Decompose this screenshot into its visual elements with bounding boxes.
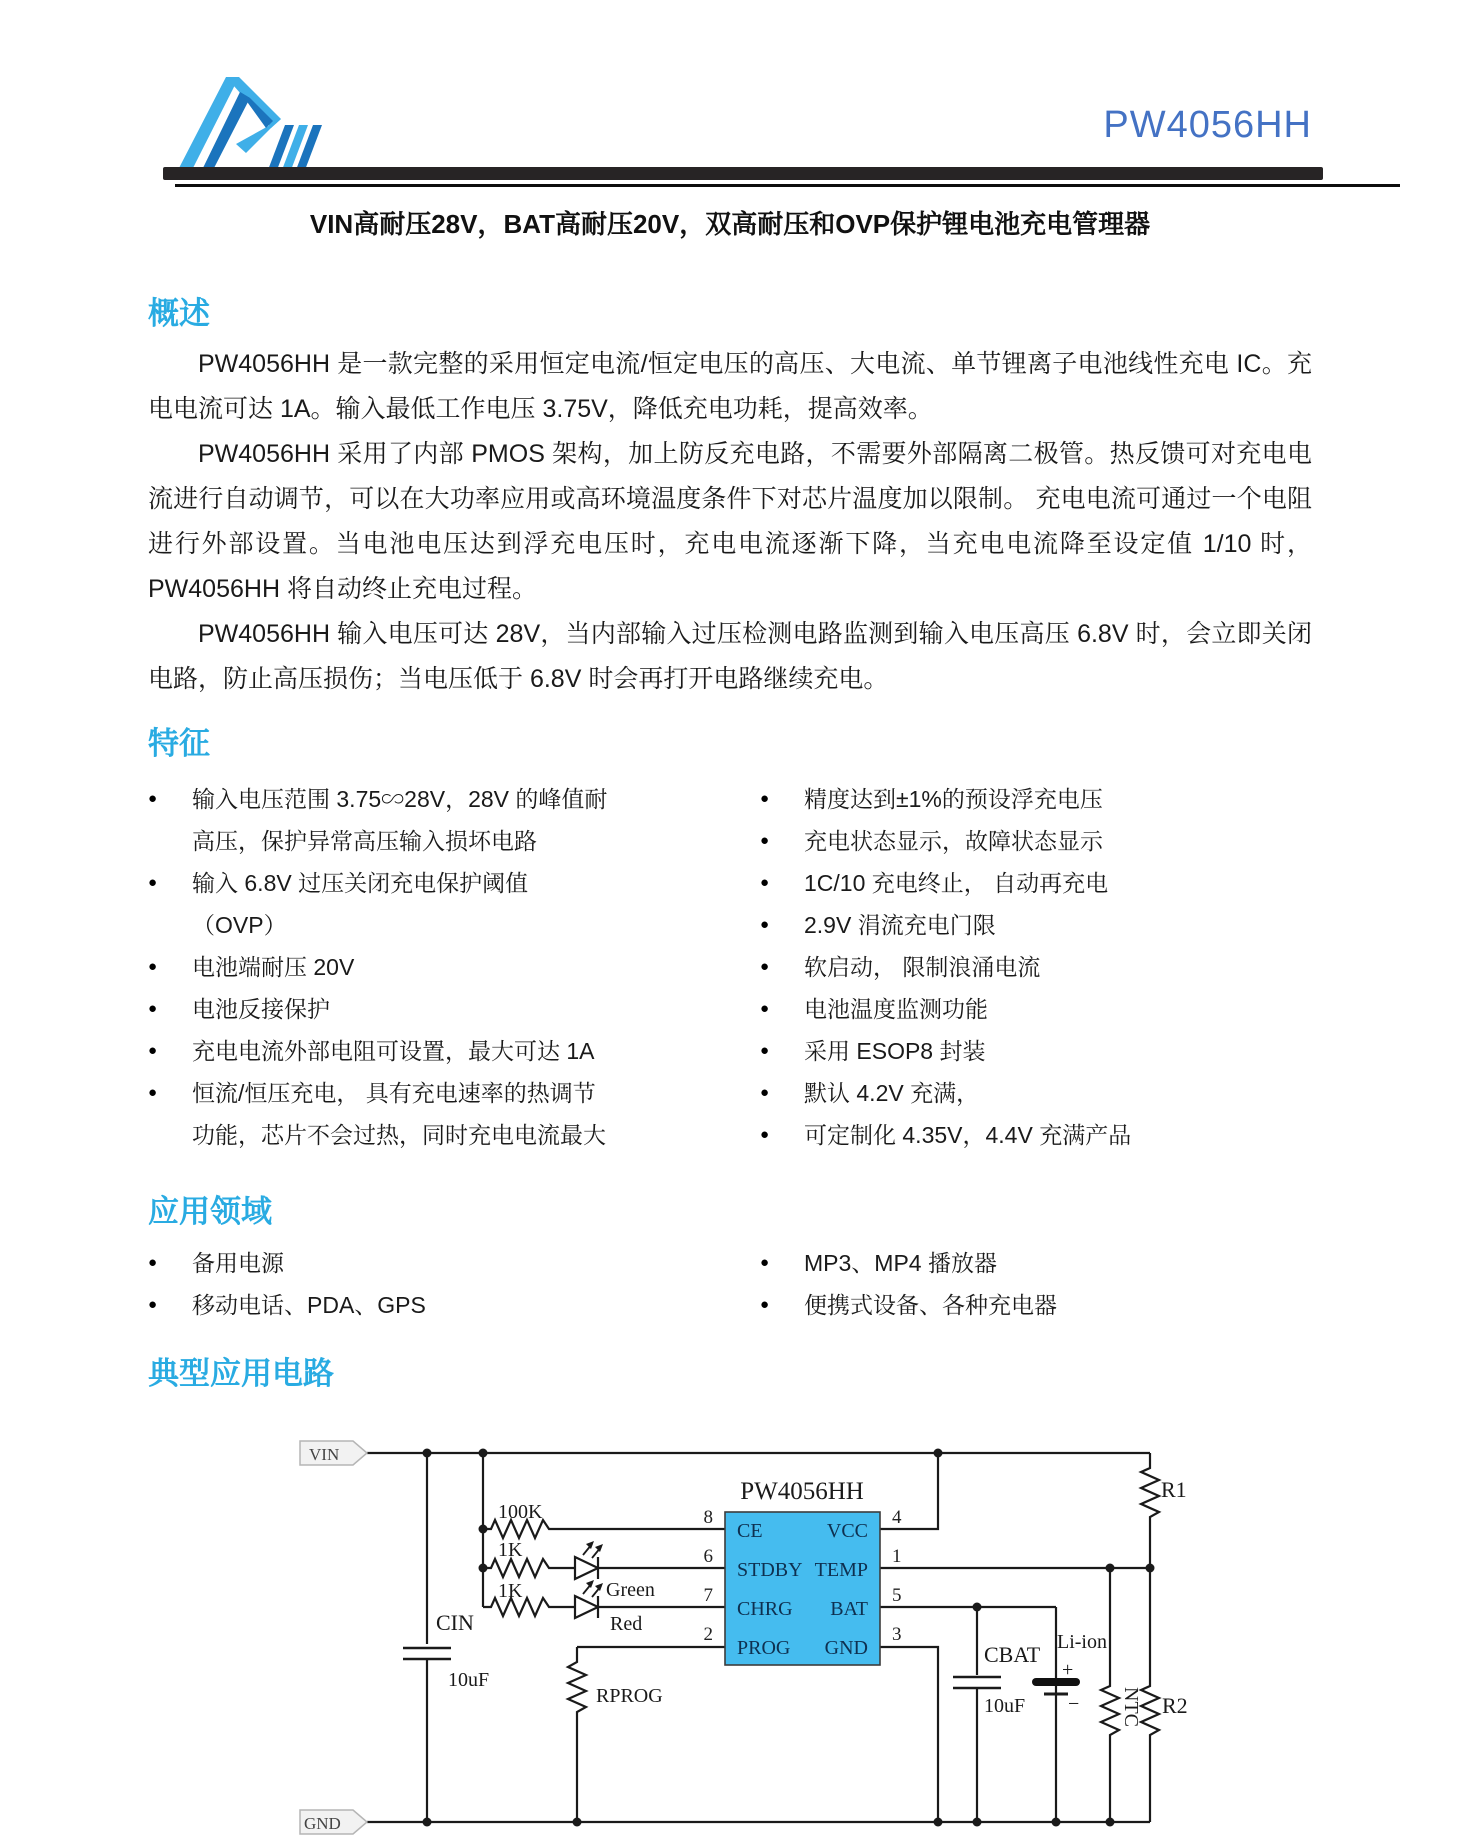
feature-item (760, 862, 1318, 904)
cbat-label: CBAT (984, 1642, 1041, 1667)
feature-item (760, 1114, 1318, 1156)
cin-value-label: 10uF (448, 1669, 490, 1691)
pin-6-number: 6 (703, 1546, 713, 1567)
features-section (148, 778, 1318, 1156)
pin-chrg-label: CHRG (737, 1598, 793, 1620)
feature-item (760, 946, 1318, 988)
r-1k-red-label: 1K (498, 1580, 523, 1602)
feature-item (148, 988, 760, 1030)
battery-minus-label: − (1068, 1693, 1080, 1715)
feature-item (148, 1072, 760, 1156)
features-right-column (760, 778, 1318, 1156)
overview-paragraph-3: PW4056HH 输入电压可达 28V，当内部输入过压检测电路监测到输入电压高压 6.8V 时，会立即关闭电路，防止高压损伤；当电压低于 6.8V 时会再打开电路继续充电。 (148, 620, 1312, 693)
overview-paragraph-2: PW4056HH 采用了内部 PMOS 架构，加上防反充电路，不需要外部隔离二极管。热反馈可对充电电流进行自动调节，可以在大功率应用或高环境温度条件下对芯片温度加以限制。 充电电流可通过一个电阻进行外部设置。当电池电压达到浮充电压时，充电电流逐渐下降，当充电电流降至设定值 1/10 时，PW4056HH 将自动终止充电过程。 (148, 440, 1312, 603)
application-item (148, 1242, 760, 1284)
rprog-resistor-icon (568, 1647, 586, 1822)
feature-line: 功能，芯片不会过热，同时充电电流最大 (192, 1122, 606, 1148)
feature-item (760, 1072, 1318, 1114)
bullet-icon: ● (760, 1254, 770, 1271)
ntc-resistor-icon (1101, 1568, 1119, 1822)
pin-stdby-label: STDBY (737, 1559, 803, 1581)
pin-temp-label: TEMP (814, 1559, 868, 1581)
feature-line: 软启动， 限制浪涌电流 (804, 954, 1041, 980)
bullet-icon: ● (148, 1254, 158, 1271)
feature-line: 2.9V 涓流充电门限 (804, 912, 996, 938)
overview-heading: 概述 (148, 296, 210, 331)
bullet-icon: ● (760, 832, 770, 849)
application-line: 移动电话、PDA、GPS (192, 1292, 426, 1318)
feature-line: 可定制化 4.35V，4.4V 充满产品 (804, 1122, 1132, 1148)
feature-line: 默认 4.2V 充满， (804, 1080, 980, 1106)
pin-bat-label: BAT (830, 1598, 868, 1620)
pin-ce-label: CE (737, 1520, 763, 1542)
bullet-icon: ● (148, 1000, 158, 1017)
pin-3-number: 3 (892, 1624, 902, 1645)
feature-line: 精度达到±1%的预设浮充电压 (804, 786, 1103, 812)
pin-gnd-label: GND (824, 1637, 868, 1659)
feature-line: （OVP） (192, 912, 287, 938)
bullet-icon: ● (148, 874, 158, 891)
applications-right-column (760, 1242, 1318, 1326)
feature-line: 输入电压范围 3.75∽28V，28V 的峰值耐 (192, 786, 608, 812)
applications-left-column (148, 1242, 760, 1326)
feature-item (148, 1030, 760, 1072)
bullet-icon: ● (760, 1042, 770, 1059)
bullet-icon: ● (148, 1042, 158, 1059)
bullet-icon: ● (760, 1000, 770, 1017)
chip-title: PW4056HH (740, 1478, 864, 1505)
cbat-capacitor-icon (953, 1677, 1001, 1688)
pin-8-number: 8 (703, 1507, 713, 1528)
feature-line: 恒流/恒压充电， 具有充电速率的热调节 (192, 1080, 596, 1106)
gnd-label: GND (304, 1814, 341, 1833)
cbat-value-label: 10uF (984, 1695, 1026, 1717)
overview-paragraph-1: PW4056HH 是一款完整的采用恒定电流/恒定电压的高压、大电流、单节锂离子电池线性充电 IC。充电电流可达 1A。输入最低工作电压 3.75V，降低充电功耗，提高效率。 (148, 350, 1312, 423)
circuit-heading: 典型应用电路 (148, 1356, 334, 1391)
feature-line: 充电状态显示，故障状态显示 (804, 828, 1103, 854)
company-logo-icon (178, 70, 323, 170)
ic-chip (704, 1478, 903, 1665)
pin-4-number: 4 (892, 1507, 902, 1528)
pin-vcc-label: VCC (826, 1520, 868, 1542)
application-line: 便携式设备、各种充电器 (804, 1292, 1057, 1318)
feature-item (760, 1030, 1318, 1072)
header-rule (175, 184, 1400, 187)
bullet-icon: ● (760, 1126, 770, 1143)
features-heading: 特征 (148, 726, 210, 761)
battery-plus-label: + (1062, 1659, 1074, 1681)
vcc-wire (880, 1453, 938, 1529)
feature-item (760, 778, 1318, 820)
application-item (760, 1284, 1318, 1326)
resistor-1k-green-icon (483, 1559, 575, 1577)
vin-tag (300, 1441, 367, 1465)
r-1k-green-label: 1K (498, 1539, 523, 1561)
application-line: 备用电源 (192, 1250, 284, 1276)
feature-line: 采用 ESOP8 封装 (804, 1038, 986, 1064)
bullet-icon: ● (148, 1296, 158, 1313)
applications-heading: 应用领域 (148, 1194, 272, 1229)
feature-line: 输入 6.8V 过压关闭充电保护阈值 (192, 870, 529, 896)
bullet-icon: ● (760, 1084, 770, 1101)
bullet-icon: ● (148, 1084, 158, 1101)
green-led-label: Green (606, 1579, 655, 1601)
feature-line: 1C/10 充电终止， 自动再充电 (804, 870, 1109, 896)
feature-line: 电池反接保护 (192, 996, 330, 1022)
features-left-column (148, 778, 760, 1156)
application-circuit-diagram (290, 1420, 1210, 1841)
bullet-icon: ● (148, 958, 158, 975)
r2-resistor-icon (1141, 1568, 1159, 1822)
r-100k-label: 100K (498, 1501, 543, 1523)
r1-resistor-icon (1141, 1453, 1159, 1568)
bullet-icon: ● (760, 1296, 770, 1313)
pin-2-number: 2 (703, 1624, 713, 1645)
pin-prog-label: PROG (737, 1637, 791, 1659)
vin-label: VIN (309, 1445, 340, 1464)
cin-label: CIN (436, 1610, 474, 1635)
feature-line: 高压，保护异常高压输入损坏电路 (192, 828, 537, 854)
gnd-pin-wire (880, 1647, 938, 1822)
r2-label: R2 (1162, 1693, 1188, 1718)
rprog-label: RPROG (596, 1685, 663, 1707)
pin-7-number: 7 (703, 1585, 713, 1606)
overview-section (148, 342, 1312, 702)
bullet-icon: ● (760, 916, 770, 933)
part-number: PW4056HH (1103, 104, 1312, 146)
led-red-icon (575, 1583, 601, 1618)
cin-capacitor-icon (403, 1648, 451, 1659)
feature-item (148, 946, 760, 988)
feature-item (148, 778, 760, 862)
feature-line: 电池端耐压 20V (192, 954, 355, 980)
application-item (760, 1242, 1318, 1284)
doc-title: VIN高耐压28V，BAT高耐压20V，双高耐压和OVP保护锂电池充电管理器 (309, 209, 1151, 239)
battery-label: Li-ion (1057, 1631, 1107, 1653)
resistor-1k-red-icon (483, 1598, 575, 1616)
red-led-label: Red (610, 1613, 643, 1635)
r1-label: R1 (1161, 1477, 1187, 1502)
feature-item (760, 820, 1318, 862)
bullet-icon: ● (760, 790, 770, 807)
bullet-icon: ● (148, 790, 158, 807)
applications-section (148, 1242, 1318, 1326)
ntc-label: NTC (1120, 1687, 1142, 1727)
feature-item (148, 862, 760, 946)
application-item (148, 1284, 760, 1326)
led-green-icon (575, 1544, 601, 1579)
pin-5-number: 5 (892, 1585, 902, 1606)
bullet-icon: ● (760, 874, 770, 891)
bullet-icon: ● (760, 958, 770, 975)
gnd-tag (300, 1810, 367, 1834)
feature-item (760, 904, 1318, 946)
feature-line: 电池温度监测功能 (804, 996, 988, 1022)
application-line: MP3、MP4 播放器 (804, 1250, 997, 1276)
feature-line: 充电电流外部电阻可设置，最大可达 1A (192, 1038, 595, 1064)
pin-1-number: 1 (892, 1546, 902, 1567)
feature-item (760, 988, 1318, 1030)
header-bar (163, 167, 1323, 180)
